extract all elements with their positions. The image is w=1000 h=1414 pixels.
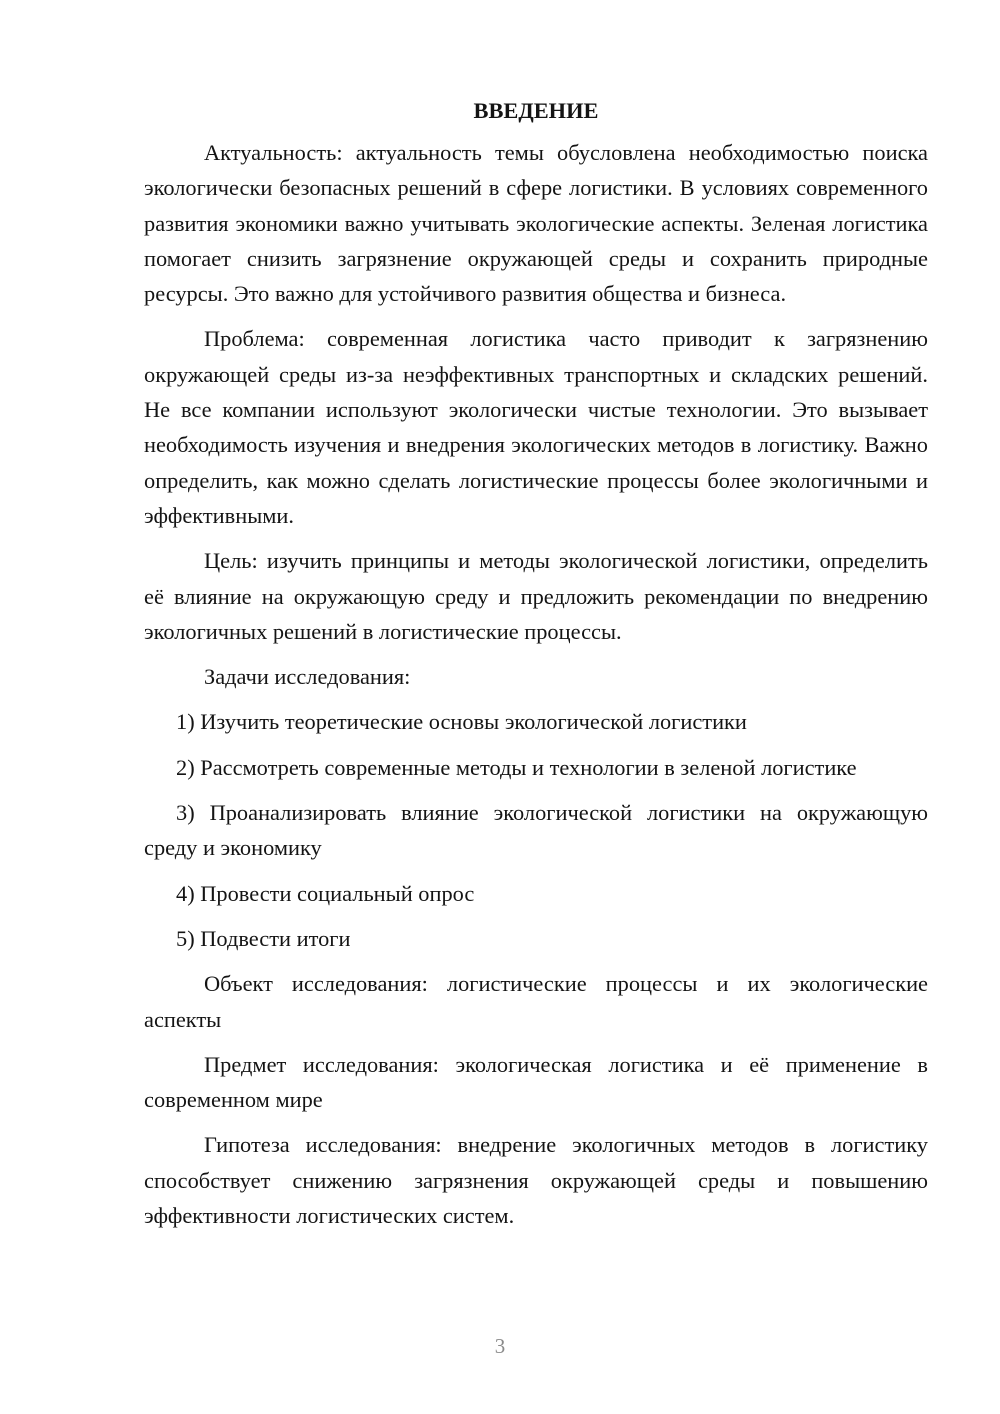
tasks-heading: Задачи исследования: <box>204 664 411 690</box>
research-subject-paragraph: Предмет исследования: экологическая логистика и её применение в современном мире <box>144 1051 928 1113</box>
task-item-1: 1) Изучить теоретические основы экологической логистики <box>176 709 747 735</box>
page-number: 3 <box>494 1334 506 1358</box>
task-item-3: 3) Проанализировать влияние экологической логистики на окружающую среду и экономику <box>144 800 928 861</box>
relevance-paragraph: Актуальность: актуальность темы обусловлена необходимостью поиска экологически безопасных решений в сфере логистики. В условиях современного развития экономики важно учитывать экологические аспекты. Зеленая логистика помогает снизить загрязнение окружающей среды и сохранить природные ресурсы. Это важно для устойчивого развития общества и бизнеса. <box>144 140 928 307</box>
hypothesis-paragraph: Гипотеза исследования: внедрение экологичных методов в логистику способствует снижению загрязнения окружающей среды и повышению эффективности логистических систем. <box>144 1132 928 1229</box>
task-item-2: 2) Рассмотреть современные методы и технологии в зеленой логистике <box>176 754 857 780</box>
task-item-5: 5) Подвести итоги <box>176 925 351 951</box>
problem-paragraph: Проблема: современная логистика часто приводит к загрязнению окружающей среды из-за неэффективных транспортных и складских решений. Не все компании используют экологически чистые технологии. Это вызывает необходимость изучения и внедрения экологических методов в логистику. Важно определить, как можно сделать логистические процессы более экологичными и эффективными. <box>144 326 928 528</box>
task-item-4: 4) Провести социальный опрос <box>176 880 475 906</box>
research-object-paragraph: Объект исследования: логистические процессы и их экологические аспекты <box>144 971 928 1032</box>
goal-paragraph: Цель: изучить принципы и методы экологической логистики, определить её влияние на окружающую среду и предложить рекомендации по внедрению экологичных решений в логистические процессы. <box>144 548 928 644</box>
document-body <box>144 96 928 1243</box>
page-title: ВВЕДЕНИЕ <box>473 98 599 123</box>
